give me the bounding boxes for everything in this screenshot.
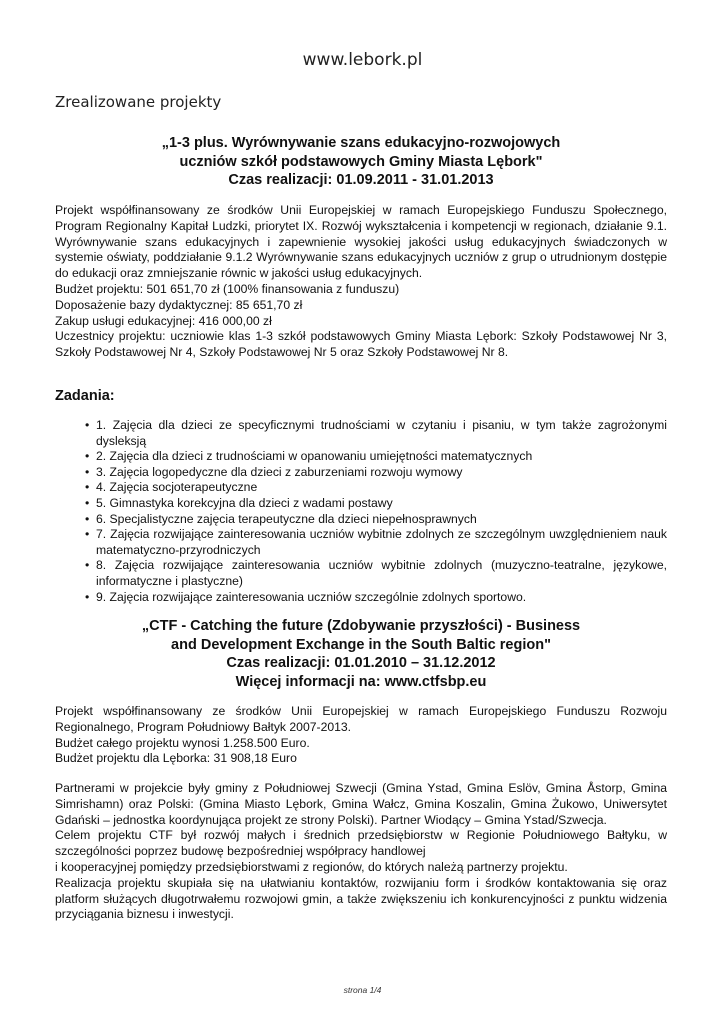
project2-title-line: and Development Exchange in the South Baltic region" — [171, 636, 551, 653]
task-item: • 5. Gimnastyka korekcyjna dla dzieci z wadami postawy — [96, 496, 667, 512]
project2-total-budget: Budżet całego projektu wynosi 1.258.500 Euro. — [55, 735, 310, 750]
tasks-heading: Zadania: — [55, 388, 115, 404]
project1-title-line: Czas realizacji: 01.09.2011 - 31.01.2013 — [228, 172, 494, 188]
project2-funding — [55, 704, 667, 767]
project2-title-line: Czas realizacji: 01.01.2010 – 31.12.2012 — [226, 655, 496, 671]
project2-title — [55, 617, 667, 691]
project2-goal: Celem projektu CTF był rozwój małych i średnich przedsiębiorstw w Regionie Południowego Bałtyku, w szczególności poprzez budowę bezpośredniej współpracy handlowej — [55, 828, 667, 859]
project1-body — [55, 203, 667, 361]
project1-title-line: „1-3 plus. Wyrównywanie szans edukacyjno-rozwojowych — [161, 135, 561, 151]
section-heading: Zrealizowane projekty — [55, 93, 222, 111]
project1-equipment: Doposażenie bazy dydaktycznej: 85 651,70 zł — [55, 297, 303, 312]
project2-details — [55, 781, 667, 923]
project1-services: Zakup usługi edukacyjnej: 416 000,00 zł — [55, 313, 272, 328]
project1-title-line: uczniów szkół podstawowych Gminy Miasta Lębork" — [179, 153, 543, 170]
project1-description: Projekt współfinansowany ze środków Unii Europejskiej w ramach Europejskiego Funduszu Społecznego, Program Regionalny Kapitał Ludzki, priorytet IX. Rozwój wykształcenia i kompetencji w regionach, działanie 9.1. Wyrównywanie szans edukacyjnych i zapewnienie wysokiej jakości usług edukacyjnych świadczonych w systemie oświaty, poddziałanie 9.1.2 Wyrównywanie szans edukacyjnych uczniów z grup o utrudnionym dostępie do edukacji oraz zmniejszanie równic w jakości usług edukacyjnych. — [55, 203, 667, 281]
project2-website-line[interactable]: Więcej informacji na: www.ctfsbp.eu — [235, 673, 487, 690]
project1-budget: Budżet projektu: 501 651,70 zł (100% finansowania z funduszu) — [55, 281, 400, 296]
task-item: • 8. Zajęcia rozwijające zainteresowania uczniów wybitnie zdolnych (muzyczno-teatralne, językowe, informatyczne i plastyczne) — [96, 558, 667, 589]
task-item: • 4. Zajęcia socjoterapeutyczne — [96, 480, 667, 496]
project2-goal-continued: i kooperacyjnej pomiędzy przedsiębiorstwami z regionów, do których należą partnerzy projektu. — [55, 859, 568, 874]
task-item: • 3. Zajęcia logopedyczne dla dzieci z zaburzeniami rozwoju wymowy — [96, 465, 667, 481]
project1-participants: Uczestnicy projektu: uczniowie klas 1-3 szkół podstawowych Gminy Miasta Lębork: Szkoły Podstawowej Nr 3, Szkoły Podstawowej Nr 4, Szkoły Podstawowej Nr 5 oraz Szkoły Podstawowej Nr 8. — [55, 329, 667, 360]
project2-title-line: „CTF - Catching the future (Zdobywanie przyszłości) - Business — [141, 618, 581, 634]
project2-description: Projekt współfinansowany ze środków Unii Europejskiej w ramach Europejskiego Funduszu Rozwoju Regionalnego, Program Południowy Bałtyk 2007-2013. — [55, 704, 667, 734]
task-item: • 7. Zajęcia rozwijające zainteresowania uczniów wybitnie zdolnych ze szczególnym uwzględnieniem nauk matematyczno-przyrodniczych — [96, 527, 667, 558]
task-item: • 2. Zajęcia dla dzieci z trudnościami w opanowaniu umiejętności matematycznych — [96, 449, 667, 465]
project2-implementation: Realizacja projektu skupiała się na ułatwianiu kontaktów, rozwijaniu form i środków kontaktowania się oraz platform służących długotrwałemu rozwojowi gmin, a także zwiększeniu ich konkurencyjności z punktu widzenia przyciągania biznesu i inwestycji. — [55, 875, 667, 922]
task-item: • 1. Zajęcia dla dzieci ze specyficznymi trudnościami w czytaniu i pisaniu, w tym także zagrożonymi dysleksją — [96, 418, 667, 449]
project2-lebork-budget: Budżet projektu dla Lęborka: 31 908,18 Euro — [55, 751, 297, 766]
project2-partners: Partnerami w projekcie były gminy z Południowej Szwecji (Gmina Ystad, Gmina Eslöv, Gmina Åstorp, Gmina Simrishamn) oraz Polski: (Gmina Miasto Lębork, Gmina Wałcz, Gmina Koszalin, Gmina Żukowo, Uniwersytet Gdański – jednostka koordynująca projekt ze strony Polski). Partner Wiodący – Gmina Ystad/Szwecja. — [55, 781, 667, 827]
project1-title — [55, 134, 667, 190]
task-item: • 6. Specjalistyczne zajęcia terapeutyczne dla dzieci niepełnosprawnych — [96, 512, 667, 528]
page-number: strona 1/4 — [343, 985, 382, 995]
task-list — [96, 418, 667, 605]
task-item: • 9. Zajęcia rozwijające zainteresowania uczniów szczególnie zdolnych sportowo. — [96, 590, 667, 606]
site-url[interactable]: www.lebork.pl — [302, 50, 423, 70]
